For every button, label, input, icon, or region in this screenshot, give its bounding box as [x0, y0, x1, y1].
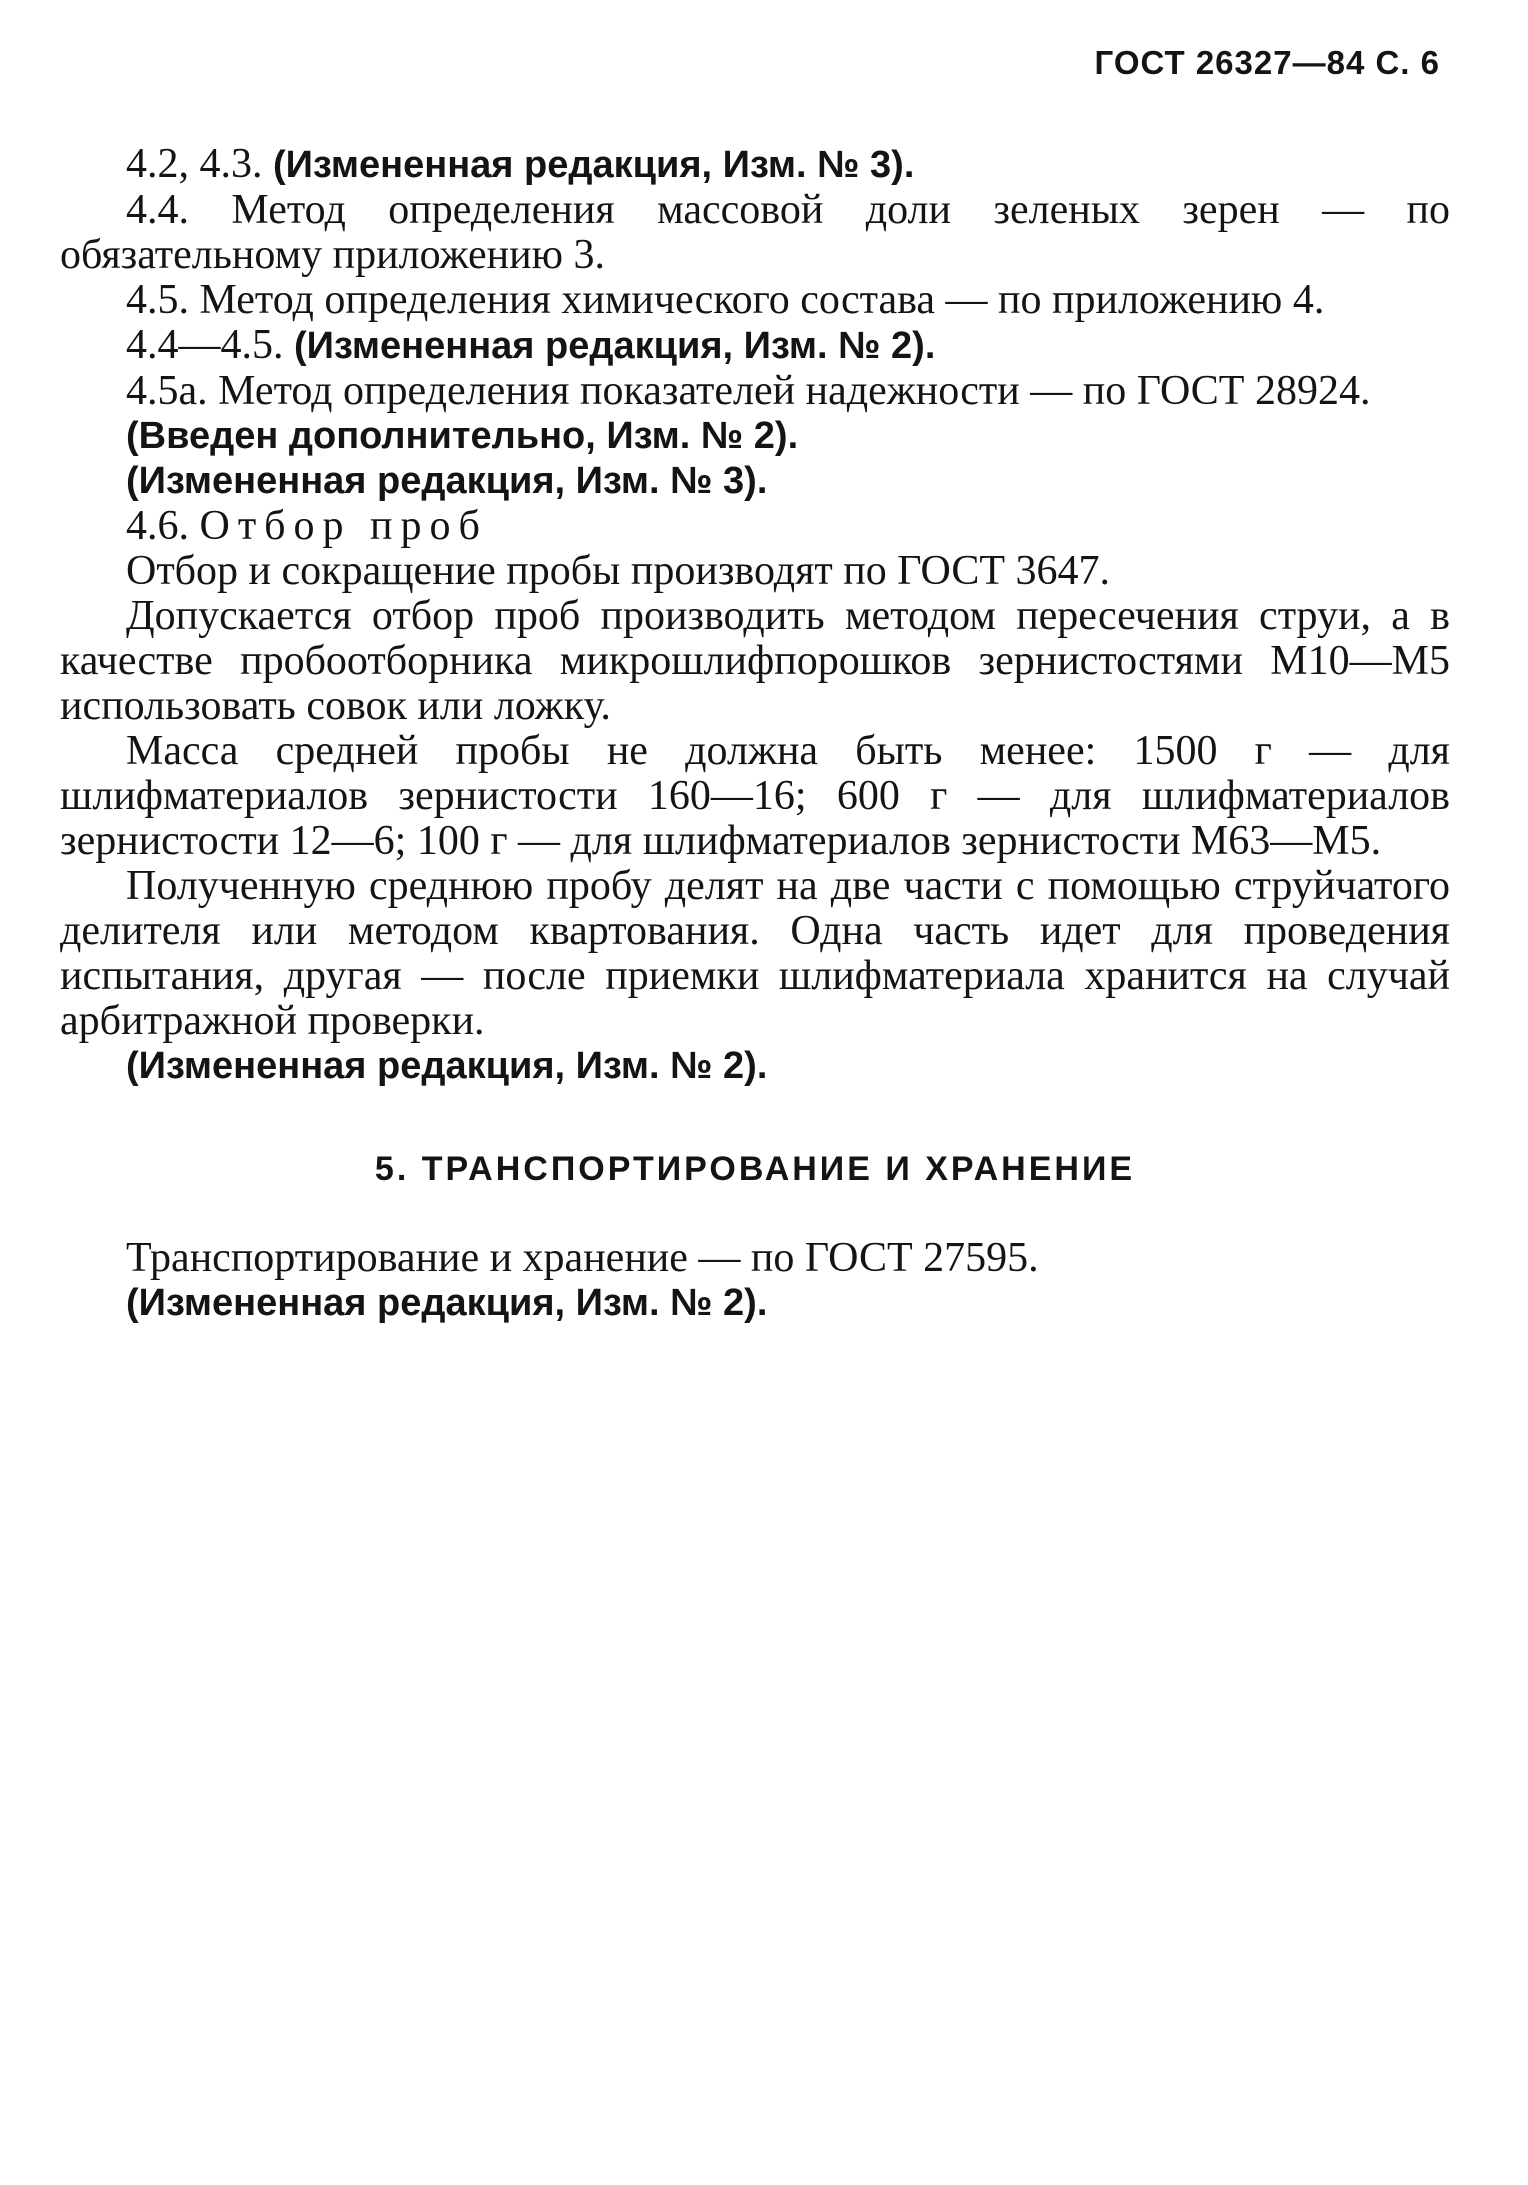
section-5-text: Транспортирование и хранение — по ГОСТ 27595.	[126, 1235, 1039, 1281]
paragraph-4-4-4-5	[60, 323, 1450, 369]
paragraph-sampling-method: Допускается отбор проб производить методом пересечения струи, а в качестве пробоотборника микрошлифпорошков зернистостями М10—М5 использовать совок или ложку.	[60, 593, 1450, 729]
amendment-note-introduced: (Введен дополнительно, Изм. № 2).	[126, 415, 799, 457]
document-body	[60, 142, 1450, 1326]
paragraph-sampling: Отбор и сокращение пробы производят по ГОСТ 3647.	[126, 548, 1111, 594]
paragraph-sample-mass: Масса средней пробы не должна быть менее: 1500 г — для шлифматериалов зернистости 160—16; 600 г — для шлифматериалов зернистости 12—6; 100 г — для шлифматериалов зернистости М63—М5.	[60, 728, 1450, 864]
paragraph-4-5: 4.5. Метод определения химического состава — по приложению 4.	[126, 277, 1325, 323]
paragraph-4-6-heading	[60, 504, 1450, 549]
amendment-note: (Измененная редакция, Изм. № 2).	[126, 1045, 768, 1087]
clause-number: 4.4—4.5.	[126, 322, 284, 368]
clause-number: 4.2, 4.3.	[126, 141, 263, 187]
paragraph-sample-division: Полученную среднюю пробу делят на две части с помощью струйчатого делителя или методом квартования. Одна часть идет для проведения испытания, другая — после приемки шлифматериала хранится на случай арбитражной проверки.	[60, 863, 1450, 1044]
paragraph-4-4: 4.4. Метод определения массовой доли зеленых зерен — по обязательному приложению 3.	[60, 187, 1450, 278]
section-5-amendment-note: (Измененная редакция, Изм. № 2).	[126, 1282, 768, 1324]
amendment-note: (Измененная редакция, Изм. № 2).	[294, 325, 936, 367]
clause-number: 4.6.	[126, 503, 189, 549]
subsection-title: Отбор проб	[199, 503, 488, 549]
amendment-note: (Измененная редакция, Изм. № 3).	[273, 144, 915, 186]
section-5-title: 5. ТРАНСПОРТИРОВАНИЕ И ХРАНЕНИЕ	[374, 1150, 1136, 1188]
page-header: ГОСТ 26327—84 С. 6	[1094, 44, 1440, 81]
paragraph-4-2-4-3	[60, 142, 1450, 188]
amendment-note: (Измененная редакция, Изм. № 3).	[126, 460, 768, 502]
paragraph-4-5a: 4.5а. Метод определения показателей надежности — по ГОСТ 28924.	[126, 368, 1371, 414]
